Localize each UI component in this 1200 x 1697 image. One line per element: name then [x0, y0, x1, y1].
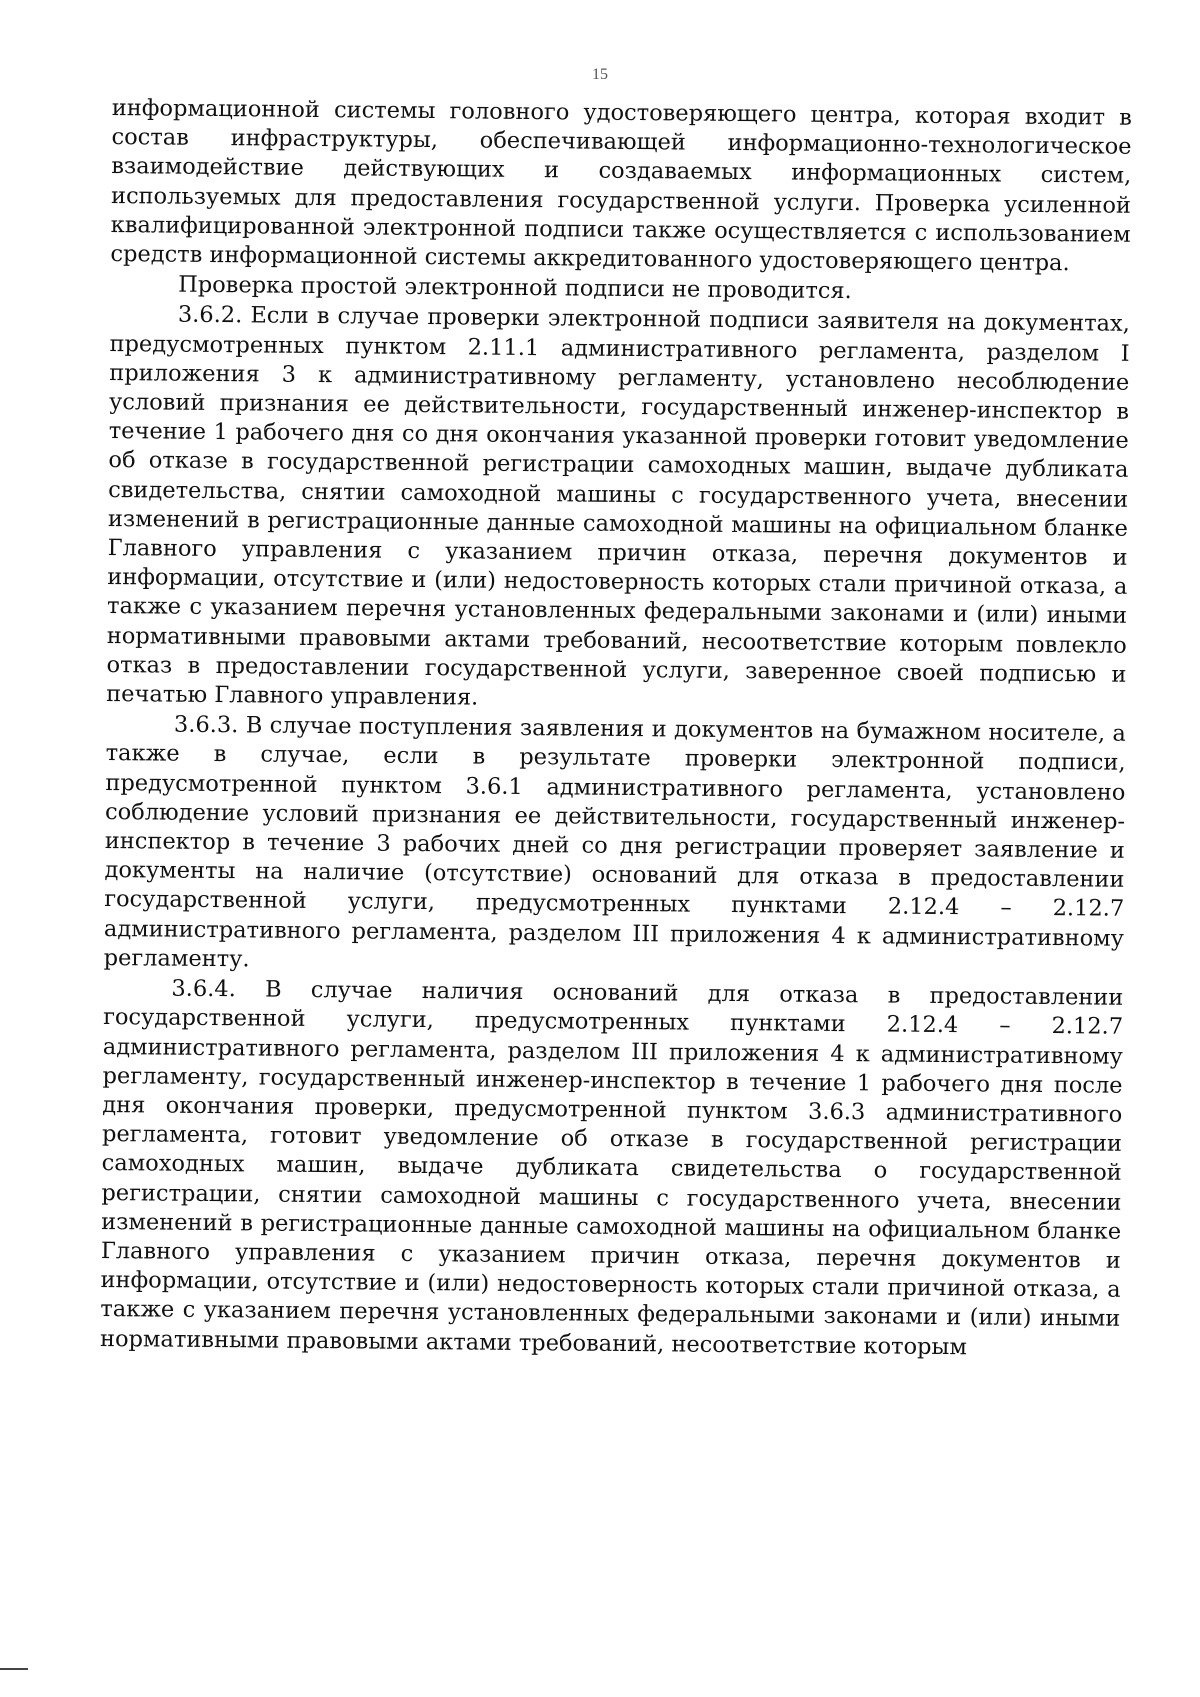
paragraph-3-6-2: 3.6.2. Если в случае проверки электронной подписи заявителя на документах, предусмотренных пунктом 2.11.1 административного регламента, разделом I приложения 3 к административному регламенту, установлено несоблюдение условий признания ее действительности, государственный инженер-инспектор в течение 1 рабочего дня со дня окончания указанной проверки готовит уведомление об отказе в государственной регистрации самоходных машин, выдаче дубликата свидетельства, снятии самоходной машины с государственного учета, внесении изменений в регистрационные данные самоходной машины на официальном бланке Главного управления с указанием причин отказа, перечня документов и информации, отсутствие и (или) недостоверность которых стали причиной отказа, а также с указанием перечня установленных федеральными законами и (или) иными нормативными правовыми актами требований, несоответствие которым повлекло отказ в предоставлении государственной услуги, заверенное своей подписью и печатью Главного управления.: [106, 302, 1130, 711]
paragraph-simple-signature: Проверка простой электронной подписи не проводится.: [178, 271, 852, 305]
document-body: [100, 94, 1132, 1363]
paragraph-3-6-4: 3.6.4. В случае наличия оснований для отказа в предоставлении государственной услуги, предусмотренных пунктами 2.12.4 – 2.12.7 административного регламента, разделом III приложения 4 к административному регламенту, государственный инженер-инспектор в течение 1 рабочего дня после дня окончания проверки, предусмотренной пунктом 3.6.3 административного регламента, готовит уведомление об отказе в государственной регистрации самоходных машин, выдаче дубликата свидетельства о государственной регистрации, снятии самоходной машины с государственного учета, внесении изменений в регистрационные данные самоходной машины на официальном бланке Главного управления с указанием причин отказа, перечня документов и информации, отсутствие и (или) недостоверность которых стали причиной отказа, а также с указанием перечня установленных федеральными законами и (или) иными нормативными правовыми актами требований, несоответствие которым: [99, 975, 1124, 1360]
paragraph-continuation: информационной системы головного удостоверяющего центра, которая входит в состав инфраструктуры, обеспечивающей информационно-технологическое взаимодействие действующих и создаваемых информационных систем, используемых для предоставления государственной услуги. Проверка усиленной квалифицированной электронной подписи также осуществляется с использованием средств информационной системы аккредитованного удостоверяющего центра.: [110, 94, 1132, 277]
page-number: 15: [592, 66, 608, 83]
paragraph-3-6-3: 3.6.3. В случае поступления заявления и документов на бумажном носителе, а также в случае, если в результате проверки электронной подписи, предусмотренной пунктом 3.6.1 административного регламента, установлено соблюдение условий признания ее действительности, государственный инженер-инспектор в течение 3 рабочих дней со дня регистрации проверяет заявление и документы на наличие (отсутствие) оснований для отказа в предоставлении государственной услуги, предусмотренных пунктами 2.12.4 – 2.12.7 административного регламента, разделом III приложения 4 к административному регламенту.: [103, 711, 1127, 973]
scan-edge-mark: [0, 1668, 28, 1670]
